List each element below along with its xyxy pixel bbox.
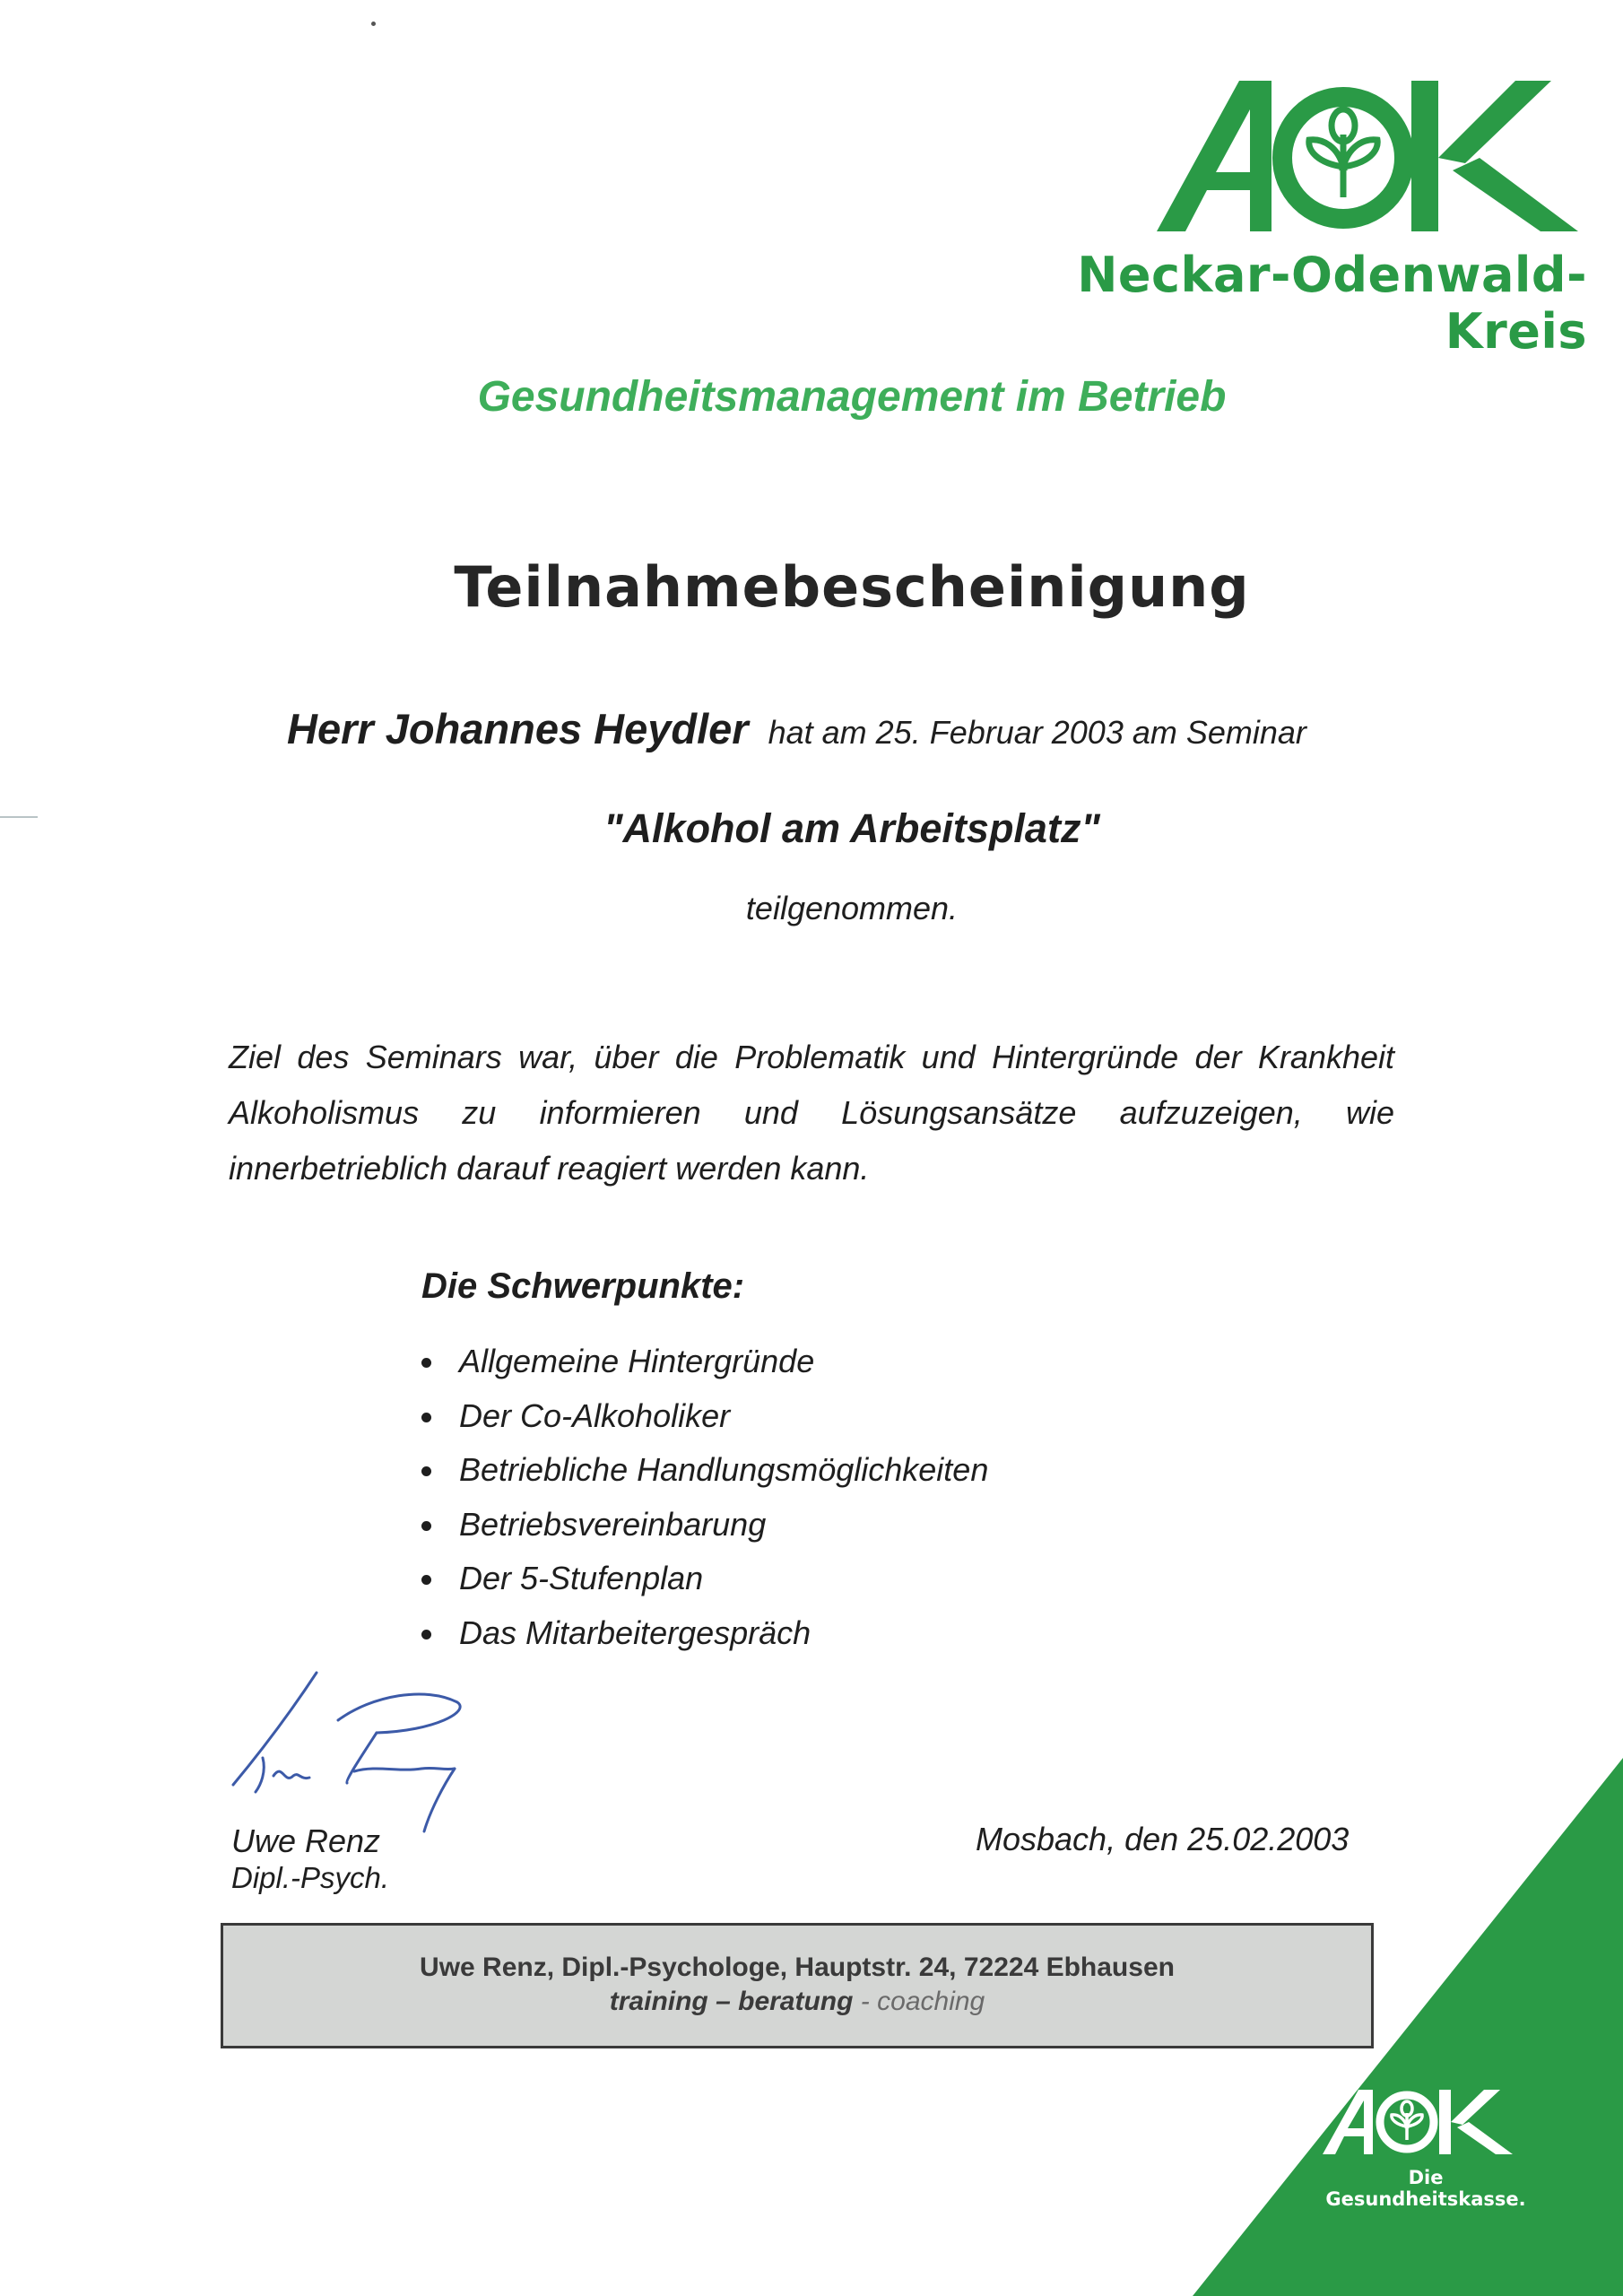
list-item: Allgemeine Hintergründe xyxy=(421,1335,988,1389)
list-item: Betriebliche Handlungsmöglichkeiten xyxy=(421,1443,988,1498)
signer-title: Dipl.-Psych. xyxy=(231,1861,390,1894)
scan-speck xyxy=(371,22,376,26)
region-name: Neckar-Odenwald-Kreis xyxy=(1077,247,1587,360)
focus-list xyxy=(421,1335,988,1660)
bullet-icon xyxy=(421,1630,431,1639)
participation-text: hat am 25. Februar 2003 am Seminar xyxy=(768,714,1306,751)
participant-line xyxy=(287,704,1306,753)
participant-name: Herr Johannes Heydler xyxy=(287,705,749,752)
scan-mark xyxy=(0,816,38,818)
list-item: Der 5-Stufenplan xyxy=(421,1552,988,1606)
list-item: Das Mitarbeitergespräch xyxy=(421,1606,988,1661)
aok-logo-small xyxy=(1323,2088,1520,2158)
aok-slogan: Die Gesundheitskasse. xyxy=(1325,2167,1526,2210)
green-corner-triangle xyxy=(1193,1758,1623,2296)
aok-tree-icon xyxy=(1309,109,1377,197)
bullet-icon xyxy=(421,1358,431,1368)
document-heading: Teilnahmebescheinigung xyxy=(454,554,1250,620)
list-item: Betriebsvereinbarung xyxy=(421,1498,988,1552)
signer-name: Uwe Renz xyxy=(231,1822,381,1859)
participated-text: teilgenommen. xyxy=(745,890,959,926)
signature-icon xyxy=(220,1668,480,1839)
goal-paragraph: Ziel des Seminars war, über die Problematik und Hintergründe der Krankheit Alkoholismus zu informieren und Lösungsansätze aufzuzeigen, wie innerbetrieblich darauf reagiert werden kann. xyxy=(229,1039,1394,1187)
bullet-icon xyxy=(421,1521,431,1531)
bullet-icon xyxy=(421,1466,431,1476)
list-item: Der Co-Alkoholiker xyxy=(421,1389,988,1444)
document-subtitle: Gesundheitsmanagement im Betrieb xyxy=(477,373,1227,421)
seminar-title: "Alkohol am Arbeitsplatz" xyxy=(603,805,1100,851)
bullet-icon xyxy=(421,1413,431,1422)
focus-title: Die Schwerpunkte: xyxy=(421,1266,745,1306)
aok-logo xyxy=(1157,81,1587,242)
footer-address: Uwe Renz, Dipl.-Psychologe, Hauptstr. 24, 72224 Ebhausen xyxy=(420,1952,1175,1982)
bullet-icon xyxy=(421,1575,431,1585)
footer-tagline: training – beratung - coaching xyxy=(609,1987,985,2016)
aok-tree-icon xyxy=(1392,2101,1422,2140)
place-date: Mosbach, den 25.02.2003 xyxy=(976,1821,1350,1857)
